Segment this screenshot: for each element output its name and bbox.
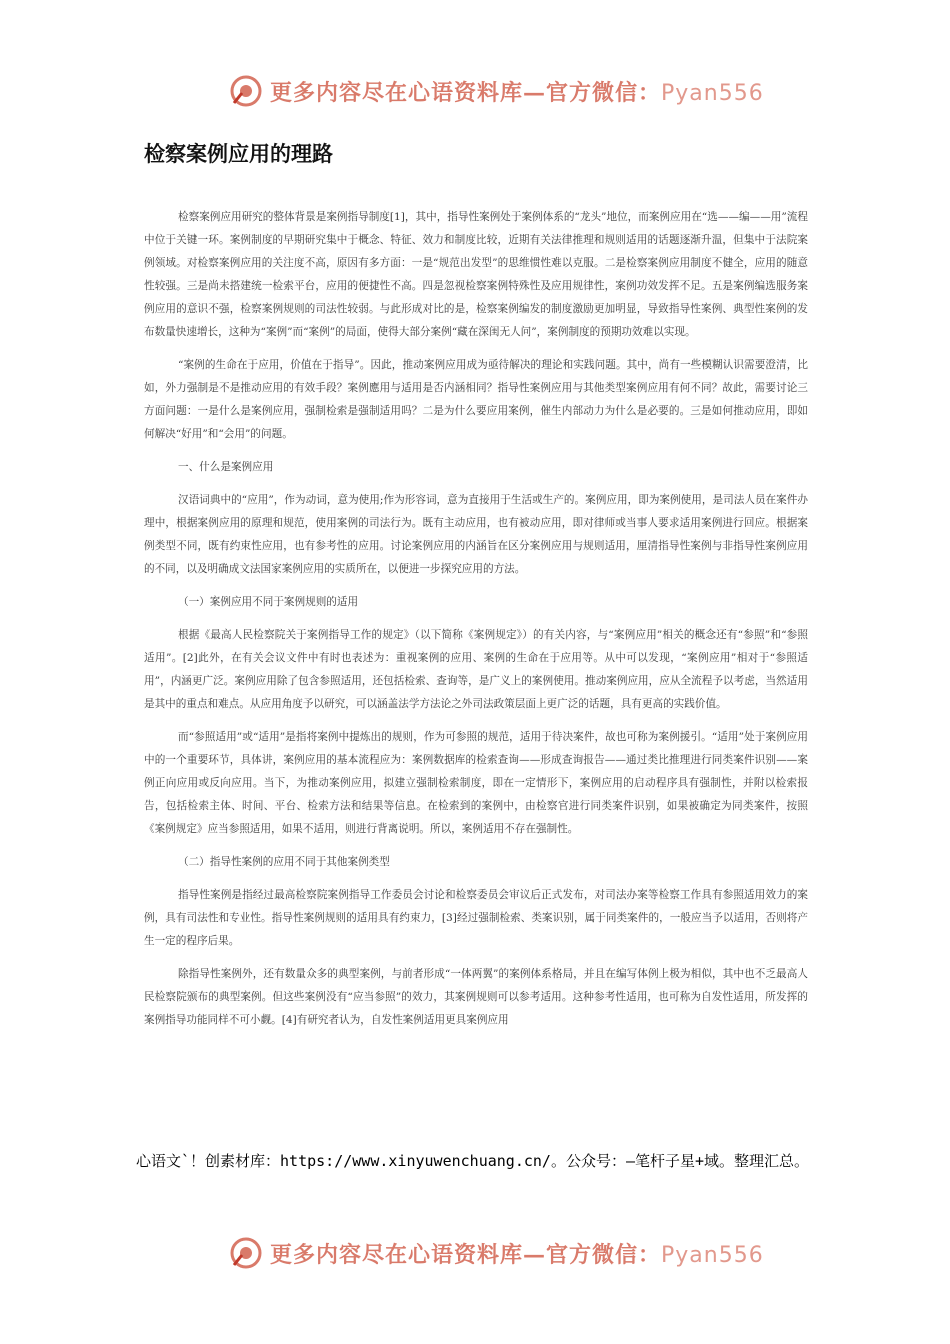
section-heading: 一、什么是案例应用 <box>178 461 274 473</box>
brand-logo-icon <box>228 1235 264 1271</box>
brand-logo-icon <box>228 73 264 109</box>
paragraph: 汉语词典中的“应用”，作为动词，意为使用;作为形容词，意为直接用于生活或生产的。案例应用，即为案例使用，是司法人员在案件办理中，根据案例应用的原理和规范，使用案例的司法行为。既有主动应用，也有被动应用，即对律师或当事人要求适用案例进行回应。根据案例类型不同，既有约束性应用，也有参考性的应用。讨论案例应用的内涵旨在区分案例应用与规则适用，厘清指导性案例与非指导性案例应用的不同，以及明确成文法国家案例应用的实质所在，以便进一步探究应用的方法。 <box>144 494 808 575</box>
paragraph: 指导性案例是指经过最高检察院案例指导工作委员会讨论和检察委员会审议后正式发布，对司法办案等检察工作具有参照适用效力的案例，具有司法性和专业性。指导性案例规则的适用具有约束力，[3]经过强制检索、类案识别，属于同类案件的，一般应当予以适用，否则将产生一定的程序后果。 <box>144 889 808 947</box>
footer-watermark-banner <box>228 1232 764 1274</box>
paragraph: 除指导性案例外，还有数量众多的典型案例，与前者形成“一体两翼”的案例体系格局，并且在编写体例上极为相似，其中也不乏最高人民检察院颁布的典型案例。但这些案例没有“应当参照”的效力，其案例规则可以参考适用。这种参考性适用，也可称为自发性适用，所发挥的案例指导功能同样不可小觑。[4]有研究者认为，自发性案例适用更具案例应用 <box>144 968 808 1026</box>
subsection-heading: （一）案例应用不同于案例规则的适用 <box>178 596 359 608</box>
article-body <box>144 206 808 1032</box>
header-watermark-banner <box>228 70 764 112</box>
paragraph: 而“参照适用”或“适用”是指将案例中提炼出的规则，作为可参照的规范，适用于待决案件，故也可称为案例援引。“适用”处于案例应用中的一个重要环节，具体讲，案例应用的基本流程应为：案例数据库的检索查询——形成查询报告——通过类比推理进行同类案件识别——案例正向应用或反向应用。当下，为推动案例应用，拟建立强制检索制度，即在一定情形下，案例应用的启动程序具有强制性，并附以检索报告，包括检索主体、时间、平台、检索方法和结果等信息。在检索到的案例中，由检察官进行同类案件识别，如果被确定为同类案件，按照《案例规定》应当参照适用，如果不适用，则进行背离说明。所以，案例适用不存在强制性。 <box>144 731 808 835</box>
subsection-heading: （二）指导性案例的应用不同于其他案例类型 <box>178 856 390 868</box>
paragraph: “案例的生命在于应用，价值在于指导”。因此，推动案例应用成为亟待解决的理论和实践问题。其中，尚有一些模糊认识需要澄清，比如，外力强制是不是推动应用的有效手段？案例應用与适用是否内涵相同？指导性案例应用与其他类型案例应用有何不同？故此，需要讨论三方面问题：一是什么是案例应用，强制检索是强制适用吗？二是为什么要应用案例，催生内部动力为什么是必要的。三是如何推动应用，即如何解决“好用”和“会用”的问题。 <box>144 359 808 440</box>
banner-text: 更多内容尽在心语资料库—官方微信：Pyan556 <box>270 79 764 106</box>
paragraph: 根据《最高人民检察院关于案例指导工作的规定》（以下简称《案例规定》）的有关内容，与“案例应用”相关的概念还有“参照”和“参照适用”。[2]此外，在有关会议文件中有时也表述为：重视案例的应用、案例的生命在于应用等。从中可以发现，“案例应用”相对于“参照适用”，内涵更广泛。案例应用除了包含参照适用，还包括检索、查询等，是广义上的案例使用。推动案例应用，应从全流程予以考虑，当然适用是其中的重点和难点。从应用角度予以研究，可以涵盖法学方法论之外司法政策层面上更广泛的话题，具有更高的实践价值。 <box>144 629 808 710</box>
article-title: 检察案例应用的理路 <box>144 142 333 166</box>
source-note: 心语文`！创素材库：https://www.xinyuwenchuang.cn/。公众号：—笔杆子星+域。整理汇总。 <box>136 1152 810 1170</box>
paragraph: 检察案例应用研究的整体背景是案例指导制度[1]，其中，指导性案例处于案例体系的“龙头”地位，而案例应用在“选——编——用”流程中位于关键一环。案例制度的早期研究集中于概念、特征、效力和制度比较，近期有关法律推理和规则适用的话题逐渐升温，但集中于法院案例领域。对检察案例应用的关注度不高，原因有多方面：一是“规范出发型”的思维惯性难以克服。二是检察案例应用制度不健全，应用的随意性较强。三是尚未搭建统一检索平台，应用的便捷性不高。四是忽视检察案例特殊性及应用规律性，案例功效发挥不足。五是案例编选服务案例应用的意识不强，检察案例规则的司法性较弱。与此形成对比的是，检察案例编发的制度激励更加明显，导致指导性案例、典型性案例的发布数量快速增长，这种为“案例”而“案例”的局面，使得大部分案例“藏在深闺无人问”，案例制度的预期功效难以实现。 <box>144 211 808 338</box>
banner-text: 更多内容尽在心语资料库—官方微信：Pyan556 <box>270 1241 764 1268</box>
